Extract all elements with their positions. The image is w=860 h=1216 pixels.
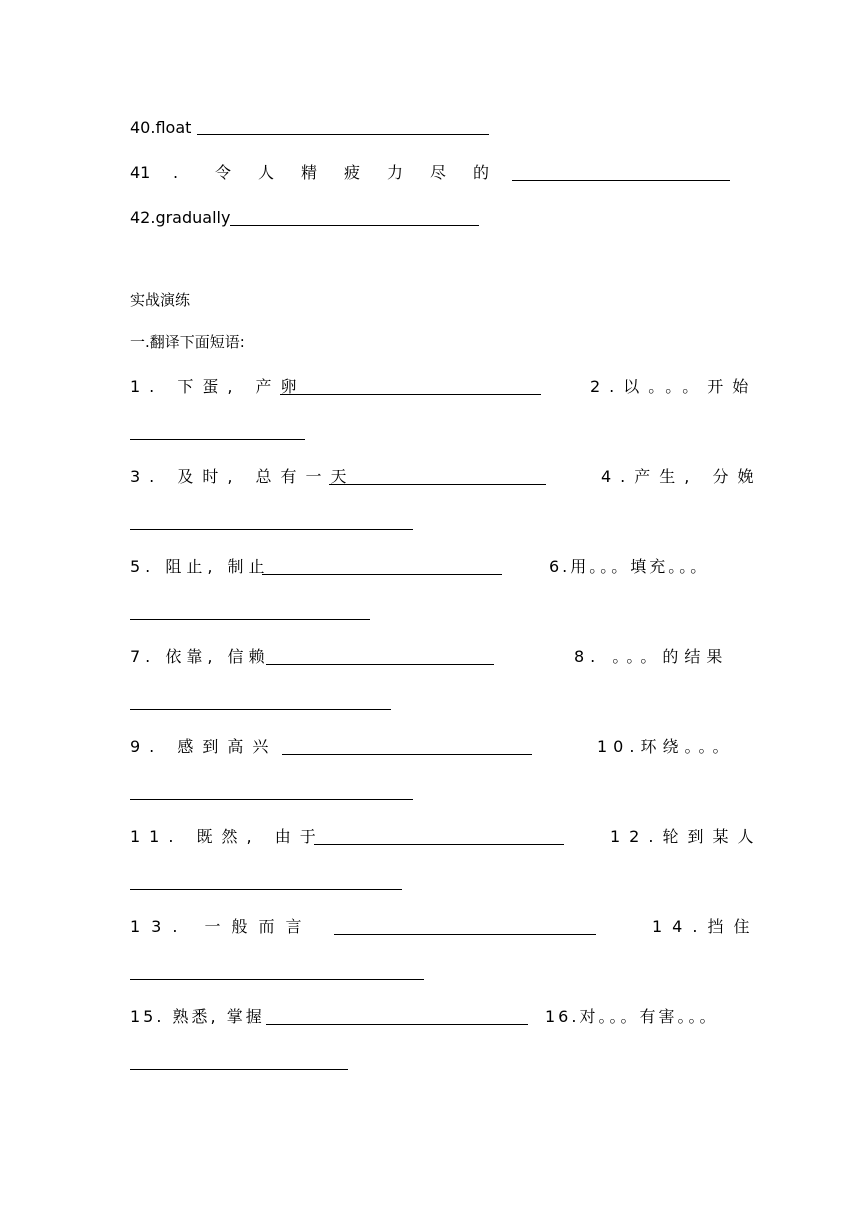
vocab-41-char: 令 (215, 163, 232, 182)
vocab-41-char: 力 (387, 163, 404, 182)
vocab-40-label: 40.float (130, 118, 192, 137)
phrase-12: 12.轮到某人 (610, 827, 763, 846)
vocab-41-char: 人 (258, 163, 275, 182)
vocab-42-blank[interactable] (230, 225, 479, 226)
phrase-7: 7. 依靠, 信赖 (130, 647, 270, 666)
phrase-1-blank[interactable] (280, 394, 541, 395)
phrase-7-blank[interactable] (266, 664, 494, 665)
phrase-6: 6.用。。。填充。。。 (549, 557, 710, 576)
phrase-16-blank[interactable] (130, 1069, 348, 1070)
phrase-11-blank[interactable] (314, 844, 564, 845)
vocab-40-blank[interactable] (197, 134, 489, 135)
subsection-title: 一.翻译下面短语: (130, 333, 245, 351)
phrase-6-blank[interactable] (130, 619, 370, 620)
phrase-4: 4.产生, 分娩 (601, 467, 763, 486)
phrase-13-blank[interactable] (334, 934, 596, 935)
phrase-9: 9. 感到高兴 (130, 737, 278, 756)
phrase-5-blank[interactable] (262, 574, 502, 575)
vocab-42-label: 42.gradually (130, 208, 231, 227)
vocab-41-dot: . (173, 163, 179, 182)
phrase-3-blank[interactable] (329, 484, 546, 485)
section-title: 实战演练 (130, 291, 191, 309)
phrase-8: 8. 。。。的结果 (574, 647, 729, 666)
vocab-41-blank[interactable] (512, 180, 730, 181)
phrase-10-blank[interactable] (130, 799, 413, 800)
phrase-4-blank[interactable] (130, 529, 413, 530)
phrase-2: 2.以。。。开始 (590, 377, 758, 396)
phrase-15-blank[interactable] (266, 1024, 528, 1025)
phrase-2-blank[interactable] (130, 439, 305, 440)
phrase-1: 1. 下蛋, 产卵 (130, 377, 306, 396)
vocab-40 (130, 118, 191, 138)
phrase-12-blank[interactable] (130, 889, 402, 890)
vocab-41-char: 精 (301, 163, 318, 182)
vocab-41-number: 41 (130, 163, 151, 182)
vocab-41-char: 的 (473, 163, 490, 182)
vocab-41-char: 尽 (430, 163, 447, 182)
phrase-8-blank[interactable] (130, 709, 391, 710)
phrase-14: 14.挡住 (652, 917, 760, 936)
vocab-42 (130, 208, 230, 228)
phrase-15: 15. 熟悉, 掌握 (130, 1007, 265, 1026)
phrase-16: 16.对。。。有害。。。 (545, 1007, 719, 1026)
phrase-3: 3. 及时, 总有一天 (130, 467, 356, 486)
phrase-10: 10.环绕。。。 (597, 737, 735, 756)
phrase-13: 13. 一般而言 (130, 917, 313, 936)
phrase-9-blank[interactable] (282, 754, 532, 755)
phrase-14-blank[interactable] (130, 979, 424, 980)
phrase-11: 11. 既然, 由于 (130, 827, 325, 846)
vocab-41-char: 疲 (344, 163, 361, 182)
phrase-5: 5. 阻止, 制止 (130, 557, 270, 576)
